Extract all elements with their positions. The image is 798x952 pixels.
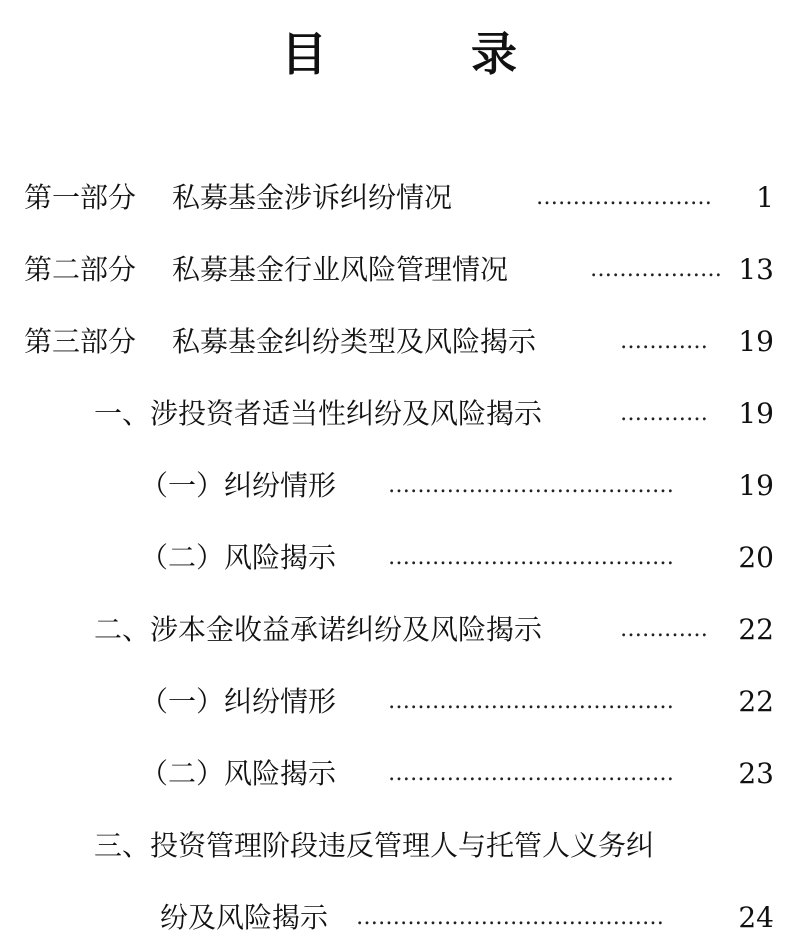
toc-leader-dots: ………… — [620, 329, 708, 354]
toc-entry[interactable] — [140, 754, 774, 794]
toc-entry[interactable] — [140, 538, 774, 578]
toc-entry[interactable] — [94, 394, 774, 434]
toc-page-number: 22 — [738, 685, 774, 718]
toc-page-number: 22 — [738, 613, 774, 646]
toc-entry-text: 一、涉投资者适当性纠纷及风险揭示 — [94, 397, 543, 430]
page-title: 目 录 — [280, 27, 581, 81]
toc-page-number: 19 — [738, 325, 774, 358]
toc-entry[interactable] — [94, 826, 774, 866]
toc-page-number: 19 — [738, 397, 774, 430]
toc-entry-text: 私募基金行业风险管理情况 — [172, 253, 509, 286]
toc-entry[interactable] — [24, 322, 774, 362]
toc-page-number: 23 — [738, 757, 774, 790]
toc-leader-dots: …………………………………… — [356, 905, 664, 930]
toc-leader-dots: ………………………………… — [388, 473, 674, 498]
toc-entry-text: 私募基金涉诉纠纷情况 — [172, 181, 453, 214]
toc-leader-dots: ………… — [620, 617, 708, 642]
toc-section-label: 第三部分 — [24, 325, 137, 358]
toc-page-number: 19 — [738, 469, 774, 502]
toc-leader-dots: ………………………………… — [388, 761, 674, 786]
toc-entry-text: （二）风险揭示 — [140, 541, 337, 574]
toc-entry-text: （一）纠纷情形 — [140, 685, 337, 718]
toc-page-number: 24 — [738, 901, 774, 934]
toc-entry-continuation[interactable] — [160, 898, 774, 938]
toc-leader-dots: …………………… — [536, 185, 712, 210]
toc-section-label: 第二部分 — [24, 253, 137, 286]
toc-entry-text: 二、涉本金收益承诺纠纷及风险揭示 — [94, 613, 543, 646]
toc-leader-dots: ………………………………… — [388, 545, 674, 570]
toc-leader-dots: ……………… — [590, 257, 722, 282]
toc-leader-dots: ………………………………… — [388, 689, 674, 714]
toc-leader-dots: ………… — [620, 401, 708, 426]
toc-section-label: 第一部分 — [24, 181, 137, 214]
toc-page-number: 13 — [738, 253, 774, 286]
toc-entry[interactable] — [24, 178, 774, 218]
toc-entry[interactable] — [94, 610, 774, 650]
toc-page-number: 1 — [756, 181, 774, 214]
toc-entry[interactable] — [24, 250, 774, 290]
toc-entry[interactable] — [140, 466, 774, 506]
toc-entry-text: （一）纠纷情形 — [140, 469, 337, 502]
toc-entry[interactable] — [140, 682, 774, 722]
toc-entry-text: 私募基金纠纷类型及风险揭示 — [172, 325, 537, 358]
toc-page-number: 20 — [738, 541, 774, 574]
toc-entry-text: 三、投资管理阶段违反管理人与托管人义务纠 — [94, 829, 655, 862]
toc-entry-text: 纷及风险揭示 — [160, 901, 329, 934]
toc-entry-text: （二）风险揭示 — [140, 757, 337, 790]
